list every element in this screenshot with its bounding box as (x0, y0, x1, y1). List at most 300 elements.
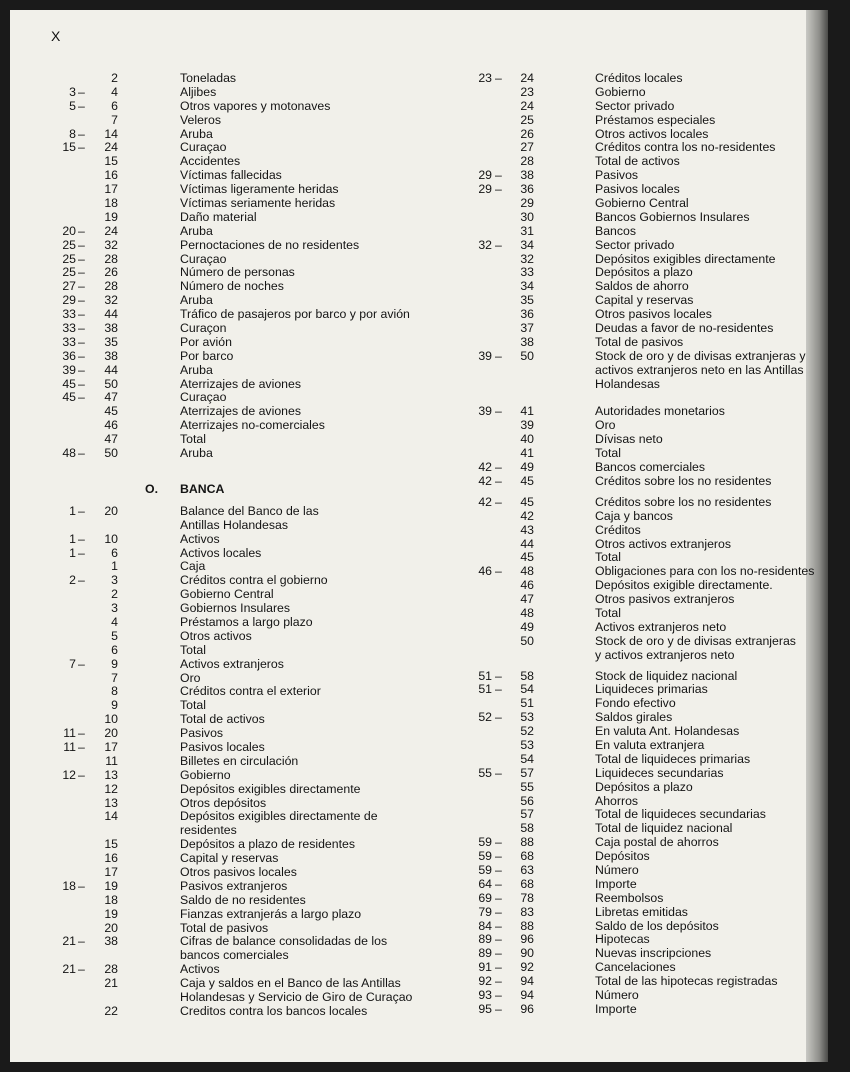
entry-label: Hipotecas (595, 932, 650, 947)
range-end: 2 (111, 587, 118, 602)
range-start: 12 (62, 767, 76, 782)
range-start: 8 (69, 126, 76, 141)
range-end: 35 (104, 334, 118, 349)
entry-label: Toneladas (180, 71, 237, 85)
entry-label: Deudas a favor de no-residentes (595, 321, 774, 336)
entry-label: Holandesas (595, 376, 660, 391)
entry-label: Saldos de ahorro (595, 279, 689, 294)
range-end: 96 (520, 1001, 534, 1016)
document-page (10, 10, 828, 1062)
range-start: 46 (478, 564, 492, 579)
range-end: 58 (520, 821, 534, 836)
range-start: 20 (62, 223, 76, 238)
index-entry (60, 658, 425, 672)
index-entry (60, 433, 425, 447)
range-start: 32 (478, 237, 492, 252)
range-end: 22 (104, 1003, 118, 1018)
entry-label: Pasivos locales (180, 739, 265, 754)
range-dash: – (495, 71, 502, 85)
range-end: 15 (104, 837, 118, 852)
entry-label: Total de pasivos (595, 334, 684, 349)
range-end: 9 (111, 698, 118, 713)
index-entry (60, 922, 425, 936)
range-end: 45 (104, 404, 118, 419)
range-end: 51 (520, 696, 534, 711)
entry-label: Otros depósitos (180, 795, 267, 810)
range-dash: – (495, 876, 502, 891)
index-entry (470, 350, 828, 364)
index-entry (60, 810, 425, 824)
range-dash: – (78, 739, 85, 754)
entry-label: Total de activos (595, 154, 680, 169)
range-dash: – (78, 934, 85, 949)
range-start: 45 (62, 376, 76, 391)
entry-label: Número (595, 988, 639, 1002)
range-end: 7 (111, 670, 118, 685)
range-end: 11 (105, 753, 118, 768)
range-end: 38 (104, 348, 118, 363)
range-start: 25 (62, 251, 76, 266)
range-end: 25 (520, 112, 534, 127)
entry-label: Saldo de los depósitos (595, 918, 719, 933)
entry-label: Aruba (180, 293, 213, 308)
range-dash: – (495, 1001, 502, 1016)
entry-label: Sector privado (595, 98, 675, 113)
range-start: 89 (478, 946, 492, 961)
range-end: 17 (104, 864, 118, 879)
range-dash: – (495, 710, 502, 725)
entry-label: Tráfico de pasajeros por barco y por avión (180, 307, 410, 322)
index-entry (470, 1003, 828, 1017)
index-entry (60, 949, 425, 963)
index-entry (470, 781, 828, 795)
entry-label: Holandesas y Servicio de Giro de Curaçao (180, 990, 413, 1004)
index-entry (470, 878, 828, 892)
range-dash: – (495, 460, 502, 475)
index-entry (470, 239, 828, 253)
range-end: 7 (111, 112, 118, 127)
range-end: 14 (104, 809, 118, 824)
range-start: 18 (62, 878, 76, 893)
range-end: 34 (520, 279, 534, 294)
index-entry (60, 908, 425, 922)
range-dash: – (78, 376, 85, 391)
entry-label: Depósitos exigibles directamente (180, 781, 361, 796)
range-start: 48 (62, 446, 76, 461)
index-list-banca (60, 505, 425, 1019)
range-start: 95 (478, 1001, 492, 1016)
index-entry (470, 850, 828, 864)
entry-label: Créditos (595, 522, 641, 537)
entry-label: Créditos locales (595, 71, 683, 85)
entry-label: Importe (595, 1001, 637, 1016)
index-entry (60, 266, 425, 280)
entry-label: Bancos comerciales (595, 460, 706, 475)
range-dash: – (495, 946, 502, 961)
range-end: 48 (520, 564, 534, 579)
range-start: 36 (62, 348, 76, 363)
range-end: 8 (111, 684, 118, 699)
range-start: 84 (478, 918, 492, 933)
range-end: 54 (520, 682, 534, 697)
range-end: 46 (520, 578, 534, 593)
entry-label: Capital y reservas (180, 851, 279, 866)
index-entry (470, 607, 828, 621)
range-dash: – (495, 348, 502, 363)
range-end: 18 (104, 196, 118, 211)
range-dash: – (495, 932, 502, 947)
entry-label: Total (595, 446, 621, 461)
index-entry (470, 808, 828, 822)
entry-label: Aterrizajes de aviones (180, 404, 301, 419)
entry-label: Por avión (180, 334, 232, 349)
index-entry (470, 579, 828, 593)
range-end: 88 (520, 835, 534, 850)
entry-label: Liquideces secundarias (595, 765, 724, 780)
range-end: 47 (104, 432, 118, 447)
index-entry (470, 72, 828, 86)
index-entry (60, 977, 425, 991)
index-entry (470, 378, 828, 392)
range-start: 33 (62, 321, 76, 336)
range-end: 24 (520, 98, 534, 113)
index-entry (60, 322, 425, 336)
range-dash: – (78, 98, 85, 113)
range-start: 1 (69, 545, 76, 560)
range-end: 54 (520, 751, 534, 766)
entry-label: Otros activos locales (595, 126, 709, 141)
range-start: 1 (69, 503, 76, 518)
index-entry (470, 322, 828, 336)
entry-label: Total de las hipotecas registradas (595, 974, 778, 989)
range-end: 5 (111, 628, 118, 643)
range-end: 19 (104, 878, 118, 893)
entry-label: Aljibes (180, 84, 217, 99)
range-end: 55 (520, 779, 534, 794)
range-dash: – (78, 656, 85, 671)
index-entry (60, 336, 425, 350)
section-heading (60, 483, 425, 497)
entry-label: Depósitos a plazo de residentes (180, 837, 355, 852)
range-dash: – (78, 126, 85, 141)
range-start: 45 (62, 390, 76, 405)
index-entry (60, 239, 425, 253)
entry-label: Total de pasivos (180, 920, 269, 935)
range-end: 88 (520, 918, 534, 933)
range-end: 39 (520, 418, 534, 433)
entry-label: Balance del Banco de las (180, 503, 319, 518)
entry-label: Depósitos exigibles directamente (595, 251, 776, 266)
range-end: 57 (520, 807, 534, 822)
entry-label: Saldo de no residentes (180, 892, 306, 907)
range-end: 19 (104, 906, 118, 921)
entry-label: Sector privado (595, 237, 675, 252)
range-end: 44 (520, 536, 534, 551)
entry-label: Pernoctaciones de no residentes (180, 237, 360, 252)
range-end: 46 (104, 418, 118, 433)
range-dash: – (78, 446, 85, 461)
index-entry (470, 475, 828, 489)
range-end: 13 (104, 795, 118, 810)
range-end: 6 (111, 98, 118, 113)
range-start: 29 (478, 168, 492, 183)
range-dash: – (495, 974, 502, 989)
range-end: 17 (104, 182, 118, 197)
entry-label: Bancos (595, 223, 637, 238)
range-end: 31 (520, 223, 534, 238)
index-entry (470, 433, 828, 447)
entry-label: Creditos contra los bancos locales (180, 1003, 368, 1018)
range-dash: – (495, 862, 502, 877)
index-entry (60, 378, 425, 392)
index-entry (470, 906, 828, 920)
index-entry (60, 294, 425, 308)
entry-label: Billetes en circulación (180, 753, 299, 768)
index-entry (470, 128, 828, 142)
index-entry (60, 519, 425, 533)
index-entry (470, 649, 828, 663)
range-end: 56 (520, 793, 534, 808)
page-number: X (51, 28, 61, 44)
range-end: 40 (520, 432, 534, 447)
range-start: 51 (478, 682, 492, 697)
range-end: 83 (520, 904, 534, 919)
entry-label: Depósitos (595, 849, 650, 864)
range-dash: – (78, 307, 85, 322)
range-start: 42 (478, 473, 492, 488)
index-entry (470, 961, 828, 975)
entry-label: Reembolsos (595, 890, 664, 905)
range-end: 68 (520, 849, 534, 864)
index-entry (60, 225, 425, 239)
range-end: 53 (520, 710, 534, 725)
index-entry (470, 364, 828, 378)
range-end: 43 (520, 522, 534, 537)
entry-label: Aterrizajes no-comerciales (180, 418, 325, 433)
range-end: 23 (520, 84, 534, 99)
index-entry (60, 824, 425, 838)
range-dash: – (495, 765, 502, 780)
entry-label: Total de activos (180, 712, 265, 727)
entry-label: Curaçao (180, 251, 227, 266)
range-end: 49 (520, 460, 534, 475)
range-end: 44 (104, 362, 118, 377)
entry-label: Total (180, 432, 206, 447)
range-start: 59 (478, 835, 492, 850)
index-entry (470, 336, 828, 350)
range-start: 23 (478, 71, 492, 85)
entry-label: Oro (180, 670, 201, 685)
entry-label: Víctimas ligeramente heridas (180, 182, 339, 197)
index-entry (60, 533, 425, 547)
range-dash: – (495, 404, 502, 419)
range-dash: – (78, 265, 85, 280)
index-entry (470, 461, 828, 475)
entry-label: En valuta Ant. Holandesas (595, 724, 740, 739)
index-entry (60, 560, 425, 574)
entry-label: Dívisas neto (595, 432, 663, 447)
entry-label: Stock de oro y de divisas extranjeras y (595, 348, 806, 363)
index-entry (470, 225, 828, 239)
range-dash: – (495, 988, 502, 1002)
range-end: 6 (111, 545, 118, 560)
entry-label: Pasivos extranjeros (180, 878, 288, 893)
range-dash: – (78, 293, 85, 308)
entry-label: Accidentes (180, 154, 241, 169)
range-dash: – (495, 960, 502, 975)
entry-label: Total de liquidez nacional (595, 821, 733, 836)
entry-label: Oro (595, 418, 616, 433)
index-entry (470, 280, 828, 294)
index-entry (60, 963, 425, 977)
entry-label: Liquideces primarias (595, 682, 708, 697)
range-start: 21 (62, 962, 76, 977)
index-entry (60, 280, 425, 294)
range-start: 1 (69, 531, 76, 546)
entry-label: Caja postal de ahorros (595, 835, 719, 850)
range-dash: – (495, 682, 502, 697)
range-dash: – (495, 168, 502, 183)
range-end: 16 (104, 168, 118, 183)
entry-label: Stock de oro y de divisas extranjeras (595, 633, 796, 648)
entry-label: Gobierno (180, 767, 231, 782)
range-end: 94 (520, 974, 534, 989)
index-entry (60, 211, 425, 225)
range-end: 36 (520, 182, 534, 197)
range-end: 4 (111, 614, 118, 629)
range-dash: – (78, 362, 85, 377)
range-end: 34 (520, 237, 534, 252)
index-entry (60, 644, 425, 658)
range-end: 45 (520, 494, 534, 509)
index-entry (60, 253, 425, 267)
index-entry (60, 755, 425, 769)
range-end: 52 (520, 724, 534, 739)
range-end: 92 (520, 960, 534, 975)
index-entry (60, 672, 425, 686)
index-entry (470, 169, 828, 183)
entry-label: Otros vapores y motonaves (180, 98, 331, 113)
range-start: 39 (62, 362, 76, 377)
entry-label: residentes (180, 823, 237, 838)
entry-label: Préstamos a largo plazo (180, 614, 313, 629)
index-entry (60, 783, 425, 797)
range-end: 28 (104, 251, 118, 266)
index-entry (470, 864, 828, 878)
range-start: 39 (478, 404, 492, 419)
section-title: BANCA (180, 481, 225, 496)
range-end: 3 (111, 601, 118, 616)
entry-label: Gobierno Central (180, 587, 274, 602)
range-dash: – (78, 334, 85, 349)
range-end: 27 (520, 140, 534, 155)
index-entry (60, 588, 425, 602)
range-end: 37 (520, 321, 534, 336)
range-end: 50 (520, 633, 534, 648)
range-end: 6 (111, 642, 118, 657)
entry-label: Stock de liquidez nacional (595, 668, 738, 683)
index-entry (470, 510, 828, 524)
range-end: 38 (104, 934, 118, 949)
range-end: 45 (520, 550, 534, 565)
index-entry (60, 991, 425, 1005)
index-entry (470, 920, 828, 934)
entry-label: Total de liquideces secundarias (595, 807, 766, 822)
index-entry (60, 86, 425, 100)
range-end: 28 (104, 279, 118, 294)
range-dash: – (78, 962, 85, 977)
entry-label: Bancos Gobiernos Insulares (595, 209, 750, 224)
index-entry (470, 100, 828, 114)
index-entry (60, 419, 425, 433)
index-entry (470, 933, 828, 947)
range-start: 55 (478, 765, 492, 780)
range-end: 49 (520, 619, 534, 634)
range-dash: – (495, 918, 502, 933)
entry-label: Activos (180, 531, 220, 546)
index-entry (470, 725, 828, 739)
index-entry (60, 797, 425, 811)
range-end: 78 (520, 890, 534, 905)
range-end: 24 (104, 140, 118, 155)
index-entry (60, 699, 425, 713)
range-end: 16 (104, 851, 118, 866)
entry-label: Veleros (180, 112, 222, 127)
entry-label: Créditos contra los no-residentes (595, 140, 776, 155)
section-letter: O. (145, 481, 158, 496)
entry-label: Caja y bancos (595, 508, 673, 523)
range-end: 96 (520, 932, 534, 947)
range-end: 26 (104, 265, 118, 280)
index-entry (470, 211, 828, 225)
range-end: 1 (111, 559, 118, 574)
index-entry (60, 1005, 425, 1019)
range-dash: – (495, 564, 502, 579)
entry-label: En valuta extranjera (595, 737, 705, 752)
range-end: 33 (520, 265, 534, 280)
entry-label: Por barco (180, 348, 234, 363)
range-end: 14 (104, 126, 118, 141)
entry-label: Autoridades monetarios (595, 404, 725, 419)
range-end: 48 (520, 605, 534, 620)
index-entry (60, 447, 425, 461)
range-start: 2 (69, 573, 76, 588)
index-entry (60, 100, 425, 114)
range-end: 10 (104, 712, 118, 727)
index-entry (60, 727, 425, 741)
index-entry (60, 391, 425, 405)
range-start: 91 (478, 960, 492, 975)
range-end: 41 (520, 446, 534, 461)
index-entry (470, 155, 828, 169)
index-entry (60, 72, 425, 86)
index-entry (470, 496, 828, 510)
range-end: 28 (104, 962, 118, 977)
index-entry (470, 753, 828, 767)
range-start: 42 (478, 494, 492, 509)
range-end: 47 (520, 592, 534, 607)
range-end: 4 (111, 84, 118, 99)
index-entry (470, 405, 828, 419)
range-dash: – (78, 878, 85, 893)
entry-label: y activos extranjeros neto (595, 647, 735, 662)
index-entry (60, 114, 425, 128)
range-start: 89 (478, 932, 492, 947)
range-dash: – (78, 348, 85, 363)
entry-label: bancos comerciales (180, 948, 289, 963)
range-end: 45 (520, 473, 534, 488)
entry-label: Daño material (180, 209, 257, 224)
